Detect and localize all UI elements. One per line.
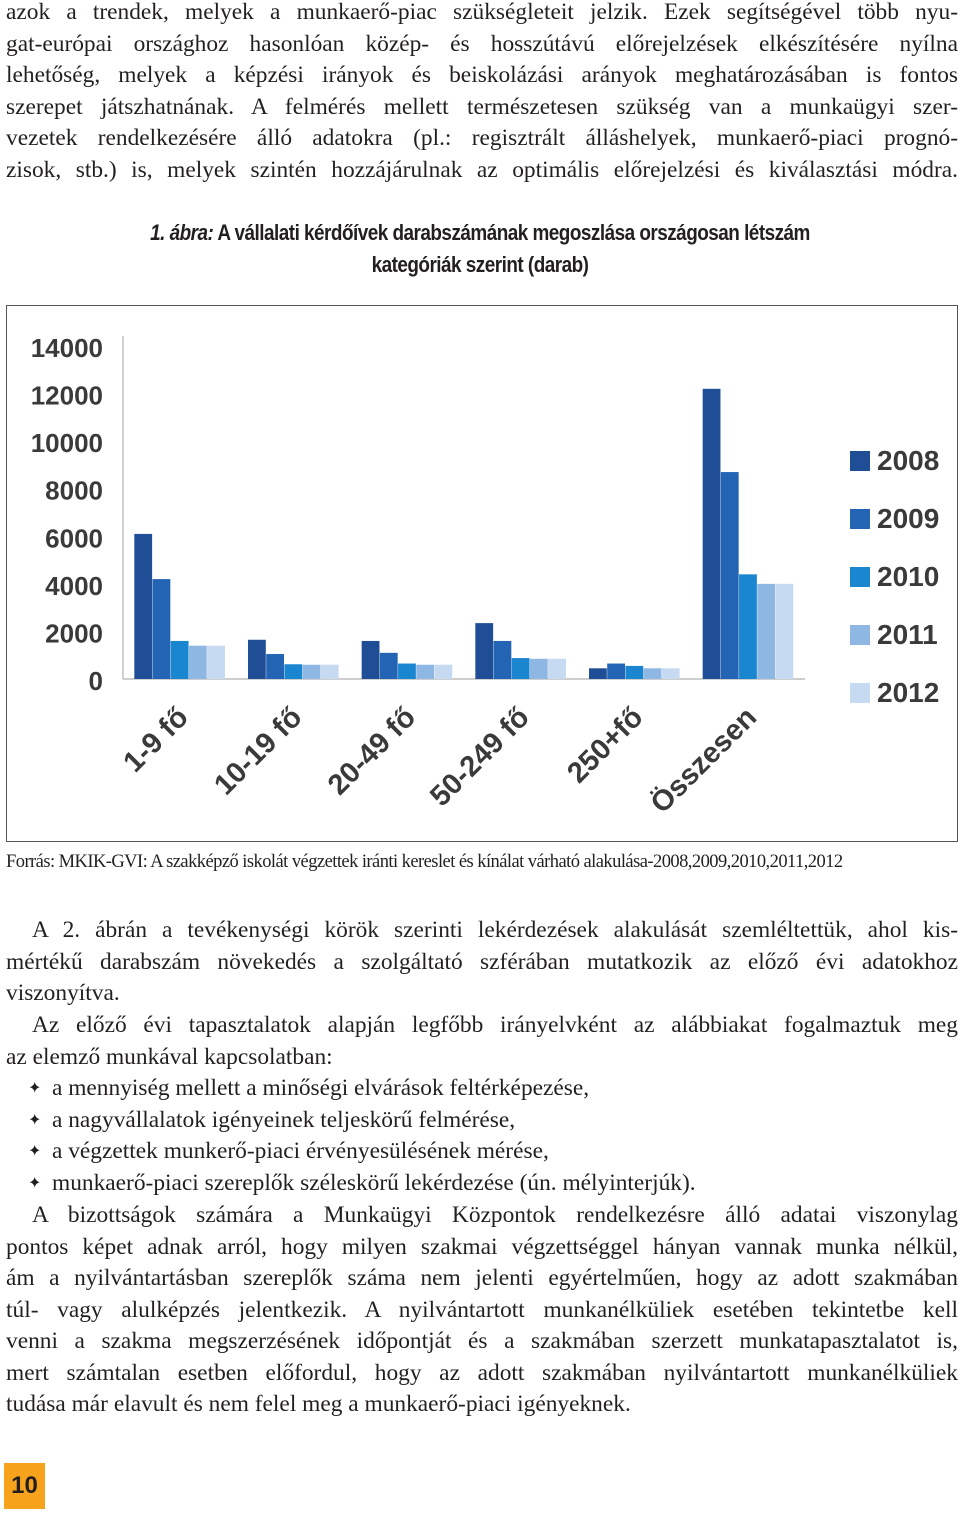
bar — [757, 584, 775, 679]
legend-label: 2008 — [877, 445, 940, 476]
bar — [548, 659, 566, 679]
legend-swatch — [850, 451, 870, 471]
bar — [134, 534, 152, 679]
paragraph-4 — [6, 1200, 958, 1421]
bar-chart — [7, 306, 956, 840]
x-tick-label: 20-49 fő — [321, 701, 423, 802]
bullet-list — [6, 1073, 958, 1199]
text-line: viszonyítva. — [6, 980, 120, 1006]
page-number: 10 — [4, 1463, 45, 1509]
text-line: gat-európai országhoz hasonlóan közép- és hosszútávú előrejelzések elkészítésére nyílna — [6, 30, 958, 57]
x-tick-label: 10-19 fő — [208, 701, 309, 802]
y-tick-label: 0 — [88, 666, 103, 696]
list-item: ✦ a nagyvállalatok igényeinek teljeskörű felmérése, — [6, 1105, 958, 1137]
bar — [321, 665, 339, 679]
figure-caption-line1 — [67, 217, 893, 249]
text-line: szerepet játszhatnának. A felmérés mellett természetesen szükség van a munkaügyi szer- — [6, 93, 958, 120]
x-tick-label: 1-9 fő — [117, 701, 195, 779]
text-line: zisok, stb.) is, melyek szintén hozzájárulnak az optimális előrejelzési és kiválasztási módra. — [6, 156, 958, 183]
bullet-icon: ✦ — [28, 1143, 42, 1160]
legend-swatch — [850, 509, 870, 529]
text-line: mértékű darabszám növekedés a szolgáltató szférában mutatkozik az előző évi adatokhoz — [6, 948, 958, 975]
bar — [739, 574, 757, 679]
text-line: tudása már elavult és nem felel meg a munkaerő-piaci igényeknek. — [6, 1391, 631, 1417]
legend-swatch — [850, 625, 870, 645]
bar — [416, 665, 434, 679]
text-line: A bizottságok számára a Munkaügyi Központok rendelkezésre álló adatai viszonylag — [32, 1202, 958, 1228]
bar — [380, 653, 398, 679]
figure-title-part1: A vállalati kérdőívek darabszámának megoszlása országosan létszám — [217, 220, 810, 245]
bar — [662, 668, 680, 679]
bar — [607, 664, 625, 679]
bar — [248, 640, 266, 679]
legend-label: 2009 — [877, 503, 940, 534]
chart-frame — [6, 305, 958, 842]
bar — [475, 623, 493, 679]
text-line: lehetőség, melyek a képzési irányok és beiskolázási arányok meghatározásában is fontos — [6, 62, 958, 88]
text-line: mert számtalan esetben előfordul, hogy az adott szakmában nyilvántartott munkanélküliek — [6, 1359, 958, 1386]
y-tick-label: 10000 — [30, 428, 103, 459]
y-tick-label: 14000 — [30, 333, 103, 363]
bar — [284, 664, 302, 679]
bar — [153, 579, 171, 679]
bar — [189, 646, 207, 679]
list-item: ✦ a végzettek munkerő-piaci érvényesülésének mérése, — [6, 1136, 958, 1168]
y-tick-label: 2000 — [45, 618, 103, 649]
x-tick-label: 50-249 fő — [424, 701, 536, 813]
bar — [703, 389, 721, 679]
bar — [398, 664, 416, 679]
figure-label: 1. ábra: — [150, 220, 214, 245]
bar — [721, 472, 739, 679]
figure-source: Forrás: MKIK-GVI: A szakképző iskolát végzettek iránti kereslet és kínálat várható alakulása-2008,2009,2010,2011,2012 — [6, 852, 843, 872]
bar — [171, 641, 189, 679]
bullet-icon: ✦ — [28, 1174, 42, 1192]
bar — [207, 646, 225, 679]
bar — [266, 654, 284, 679]
bar — [434, 665, 452, 679]
intro-paragraph — [6, 0, 958, 186]
legend-swatch — [850, 683, 870, 703]
text-line: túl- vagy alulképzés jelentkezik. A nyilvántartott munkanélküliek esetében tekintetbe kell — [6, 1296, 958, 1323]
bar — [362, 641, 380, 679]
bar — [644, 668, 662, 679]
text-line: venni a szakma megszerzésének időpontját és a szakmában szerzett munkatapasztalatot is, — [6, 1328, 958, 1354]
paragraph-2 — [6, 915, 958, 1010]
bar — [589, 668, 607, 679]
figure-caption-line2: kategóriák szerint (darab) — [371, 252, 589, 277]
y-tick-label: 6000 — [45, 523, 103, 554]
x-tick-label: Összesen — [644, 701, 764, 820]
bar — [494, 641, 512, 679]
bullet-icon: ✦ — [28, 1111, 42, 1129]
y-tick-label: 12000 — [30, 380, 103, 411]
figure-caption — [67, 217, 893, 281]
bullet-icon: ✦ — [28, 1080, 42, 1097]
text-line: Az előző évi tapasztalatok alapján legfőbb irányelvként az alábbiakat fogalmaztuk meg — [32, 1012, 958, 1038]
text-line: vezetek rendelkezésére álló adatokra (pl.: regisztrált álláshelyek, munkaerő-piaci prognó- — [6, 125, 958, 151]
legend-label: 2012 — [877, 677, 940, 708]
bar — [530, 659, 548, 679]
y-tick-label: 4000 — [45, 570, 103, 601]
text-line: pontos képet adnak arról, hogy milyen szakmai végzettséggel hányan vannak munka nélkül, — [6, 1233, 958, 1260]
paragraph-3 — [6, 1010, 958, 1073]
text-line: az elemző munkával kapcsolatban: — [6, 1043, 333, 1070]
y-tick-label: 8000 — [45, 475, 103, 506]
list-item: ✦ munkaerő-piaci szereplők széleskörű lekérdezése (ún. mélyinterjúk). — [6, 1168, 958, 1200]
bar — [303, 665, 321, 679]
text-line: azok a trendek, melyek a munkaerő-piac szükségleteit jelzik. Ezek segítségével több nyu- — [6, 0, 958, 25]
text-line: A 2. ábrán a tevékenységi körök szerinti lekérdezések alakulását szemléltettük, ahol kis- — [32, 917, 958, 943]
legend-label: 2011 — [877, 619, 938, 650]
bar — [625, 666, 643, 679]
bar — [512, 658, 530, 679]
legend-swatch — [850, 567, 870, 587]
text-line: ám a nyilvántartásban szereplők száma nem jelenti egyértelműen, hogy az adott szakmában — [6, 1265, 958, 1291]
x-tick-label: 250+fő — [561, 701, 650, 790]
bar — [775, 584, 793, 679]
legend-label: 2010 — [877, 561, 940, 592]
list-item: ✦ a mennyiség mellett a minőségi elvárások feltérképezése, — [6, 1073, 958, 1105]
